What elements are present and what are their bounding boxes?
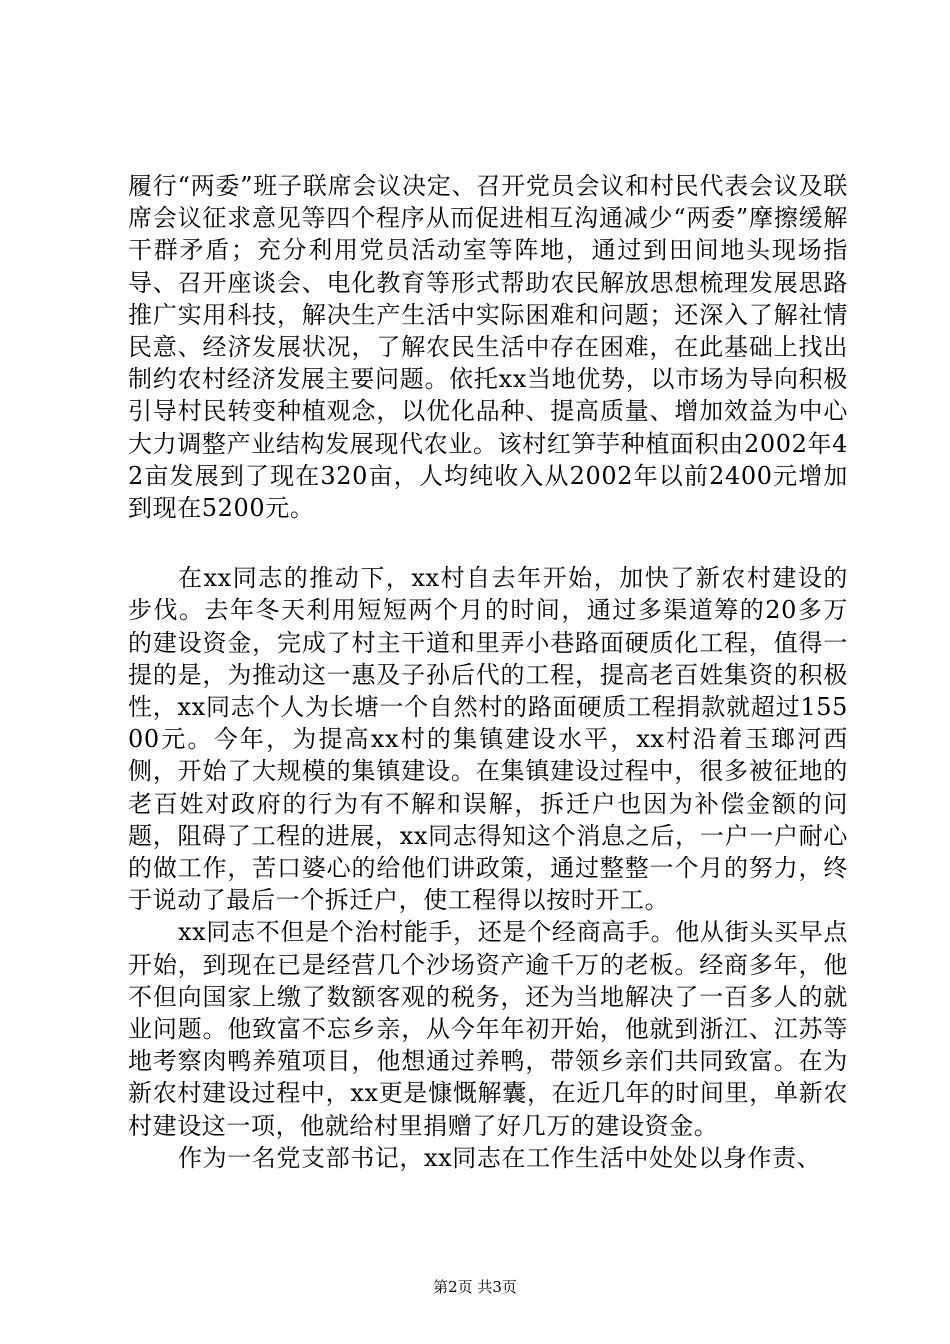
page-footer: 第2页 共3页 xyxy=(433,1278,517,1296)
paragraph-2: 在xx同志的推动下，xx村自去年开始，加快了新农村建设的步伐。去年冬天利用短短两个月的时间，通过多渠道筹的20多万的建设资金，完成了村主干道和里弄小巷路面硬质化工程，值得一提的是，为推动这一惠及子孙后代的工程，提高老百姓集资的积极性，xx同志个人为长塘一个自然村的路面硬质工程捐款就超过15500元。今年，为提高xx村的集镇建设水平，xx村沿着玉瑯河西侧，开始了大规模的集镇建设。在集镇建设过程中，很多被征地的老百姓对政府的行为有不解和误解，拆迁户也因为补偿金额的问题，阻碍了工程的进展，xx同志得知这个消息之后，一户一户耐心的做工作，苦口婆心的给他们讲政策，通过整整一个月的努力，终于说动了最后一个拆迁户，使工程得以按时开工。 xyxy=(128,564,848,915)
paragraph-4: 作为一名党支部书记，xx同志在工作生活中处处以身作责、 xyxy=(178,1143,822,1172)
paragraph-3: xx同志不但是个治村能手，还是个经商高手。他从街头买早点开始，到现在已是经营几个沙场资产逾千万的老板。经商多年，他不但向国家上缴了数额客观的税务，还为当地解决了一百多人的就业问题。他致富不忘乡亲，从今年年初开始，他就到浙江、江苏等地考察肉鸭养殖项目，他想通过养鸭，带领乡亲们共同致富。在为新农村建设过程中，xx更是慷慨解囊，在近几年的时间里，单新农村建设这一项，他就给村里捐赠了好几万的建设资金。 xyxy=(128,918,848,1140)
document-body xyxy=(128,170,848,1174)
paragraph-1: 履行“两委”班子联席会议决定、召开党员会议和村民代表会议及联席会议征求意见等四个程序从而促进相互沟通减少“两委”摩擦缓解干群矛盾；充分利用党员活动室等阵地，通过到田间地头现场指导、召开座谈会、电化教育等形式帮助农民解放思想梳理发展思路推广实用科技，解决生产生活中实际困难和问题；还深入了解社情民意、经济发展状况，了解农民生活中存在困难，在此基础上找出制约农村经济发展主要问题。依托xx当地优势，以市场为导向积极引导村民转变种植观念，以优化品种、提高质量、增加效益为中心大力调整产业结构发展现代农业。该村红笋芋种植面积由2002年42亩发展到了现在320亩，人均纯收入从2002年以前2400元增加到现在5200元。 xyxy=(128,172,848,523)
paragraph-gap xyxy=(128,524,848,562)
